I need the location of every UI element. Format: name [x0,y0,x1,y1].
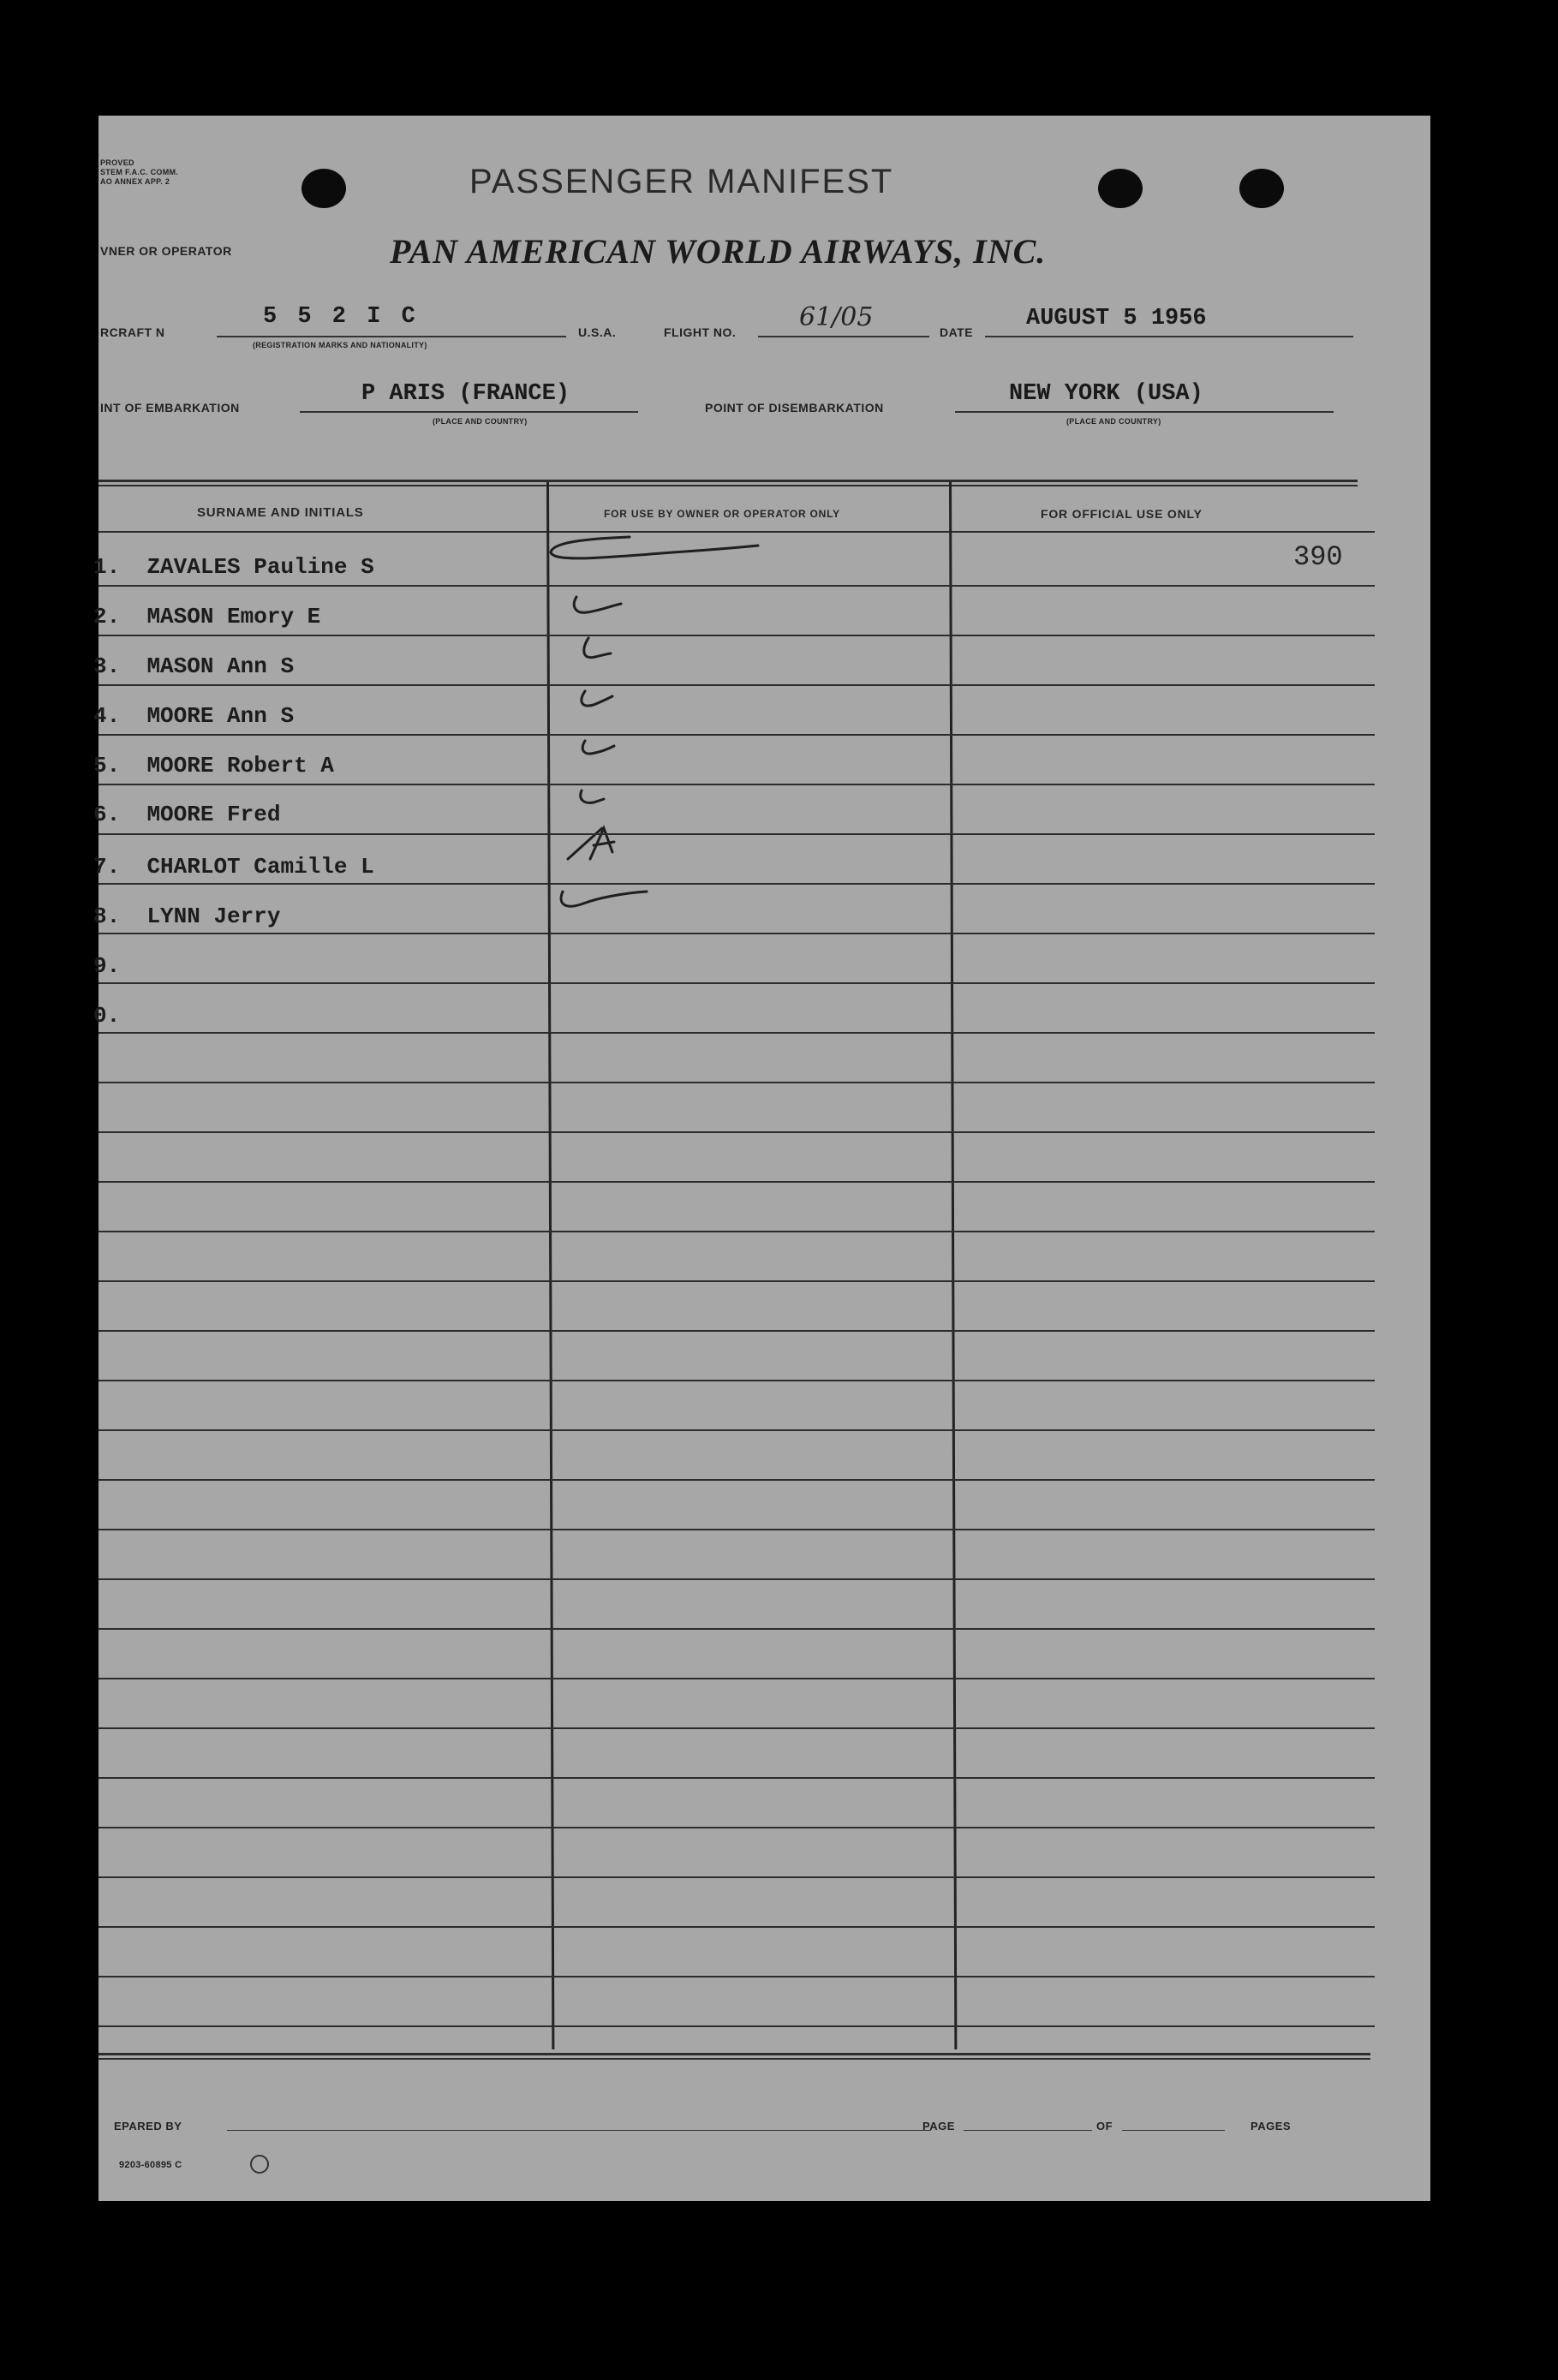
row-rule [98,1131,1375,1133]
passenger-row-10 [93,1003,146,1029]
embark-label: INT OF EMBARKATION [100,401,240,415]
flight-value: 61/05 [799,302,874,332]
row-rule [98,2025,1375,2027]
passenger-row-3 [93,653,294,679]
approval-line: PROVED [100,158,134,167]
row-rule [98,1876,1375,1878]
row-rule [98,1181,1375,1183]
row-rule [98,1429,1375,1431]
check-mark-2 [574,597,621,612]
passenger-row-1 [93,554,374,580]
flight-label: FLIGHT NO. [664,325,737,339]
row-rule [98,1231,1375,1232]
passenger-number: 0. [93,1003,121,1029]
row-rule [98,1330,1375,1332]
check-mark-4 [582,691,612,706]
check-marks [501,527,844,1006]
row-rule [98,1976,1375,1977]
form-title: PASSENGER MANIFEST [469,163,894,200]
passenger-row-4 [93,703,294,729]
manifest-page [93,116,1430,2201]
row-rule [98,1727,1375,1729]
owner-label: VNER OR OPERATOR [100,244,232,258]
table-bottom-rule [98,2053,1370,2055]
company-name: PAN AMERICAN WORLD AIRWAYS, INC. [390,232,1047,271]
row-rule [98,1479,1375,1481]
table-top-rule-2 [98,485,1358,486]
place-note-disembark: (PLACE AND COUNTRY) [1066,417,1161,426]
row-rule [98,1827,1375,1828]
passenger-name: MOORE Fred [146,802,281,827]
row-rule [98,883,1375,885]
check-mark-3 [584,638,611,658]
approval-line: STEM F.A.C. COMM. [100,168,179,176]
passenger-row-5 [93,753,334,778]
row-rule [98,585,1375,587]
passenger-number: 9. [93,953,121,979]
check-mark-1 [551,537,758,558]
approval-line: AO ANNEX APP. 2 [100,177,170,186]
row-rule [98,833,1375,835]
passenger-name: MOORE Robert A [146,753,334,778]
form-number: 9203-60895 C [119,2160,182,2170]
passenger-number: 5. [93,753,121,778]
passenger-name: LYNN Jerry [146,904,281,929]
passenger-name: MASON Ann S [146,653,295,679]
passenger-row-2 [93,604,320,629]
passenger-number: 7. [93,854,121,880]
passenger-name: ZAVALES Pauline S [146,554,374,580]
passenger-row-9 [93,953,146,979]
of-underline [1122,2130,1225,2131]
pages-label: PAGES [1251,2120,1292,2132]
punch-hole-middle [1098,169,1143,208]
usa-label: U.S.A. [578,325,617,339]
approval-stamp [100,158,178,187]
disembark-label: POINT OF DISEMBARKATION [705,401,884,415]
row-rule [98,684,1375,686]
row-rule [98,933,1375,934]
aircraft-value: 5 5 2 I C [263,304,419,330]
prepared-by-label: EPARED BY [114,2120,182,2132]
passenger-number: 2. [93,604,121,629]
passenger-row-7 [93,854,374,880]
disembark-value: NEW YORK (USA) [1009,381,1203,407]
row-rule [98,1578,1375,1580]
passenger-name: MOORE Ann S [146,703,295,729]
row-rule [98,1529,1375,1530]
disembark-underline [955,411,1334,413]
column-header-official-use: FOR OFFICIAL USE ONLY [1041,507,1203,521]
embark-underline [300,411,638,413]
table-top-rule [98,480,1358,482]
passenger-number: 4. [93,703,121,729]
row-rule [98,1628,1375,1630]
row-rule [98,1926,1375,1928]
punch-hole-right [1239,169,1284,208]
row-rule [98,734,1375,736]
registration-note: (REGISTRATION MARKS AND NATIONALITY) [253,341,427,349]
passenger-name: MASON Emory E [146,604,321,629]
aircraft-underline [217,336,566,337]
row-rule [98,784,1375,785]
passenger-number: 3. [93,653,121,679]
row-rule [98,1777,1375,1779]
embark-value: P ARIS (FRANCE) [361,381,570,407]
official-number: 390 [1293,541,1343,573]
date-label: DATE [940,325,974,339]
row-rule [98,1082,1375,1083]
check-mark-6 [581,790,604,802]
row-rule [98,982,1375,984]
date-value: AUGUST 5 1956 [1026,306,1207,331]
prepared-by-underline [227,2130,931,2131]
aircraft-label: RCRAFT N [100,325,165,339]
passenger-number: 6. [93,802,121,827]
row-rule [98,1380,1375,1381]
column-header-owner-use: FOR USE BY OWNER OR OPERATOR ONLY [604,508,840,520]
passenger-number: 1. [93,554,121,580]
punch-hole-left [301,169,346,208]
check-mark-8 [561,892,647,906]
passenger-number: 8. [93,904,121,929]
row-rule [98,1280,1375,1282]
row-rule [98,635,1375,636]
place-note-embark: (PLACE AND COUNTRY) [433,417,528,426]
column-header-surname: SURNAME AND INITIALS [197,505,364,520]
table-bottom-rule-2 [98,2058,1370,2060]
column-divider-2 [949,482,957,2049]
row-rule [98,1678,1375,1679]
row-rule [98,1032,1375,1034]
flight-underline [758,336,929,337]
union-label-icon [250,2155,269,2174]
of-label: OF [1096,2120,1113,2132]
passenger-row-6 [93,802,280,827]
date-underline [985,336,1353,337]
check-mark-5 [582,741,614,754]
passenger-name: CHARLOT Camille L [146,854,374,880]
page-label: PAGE [922,2120,955,2132]
page-underline [964,2130,1092,2131]
passenger-row-8 [93,904,280,929]
